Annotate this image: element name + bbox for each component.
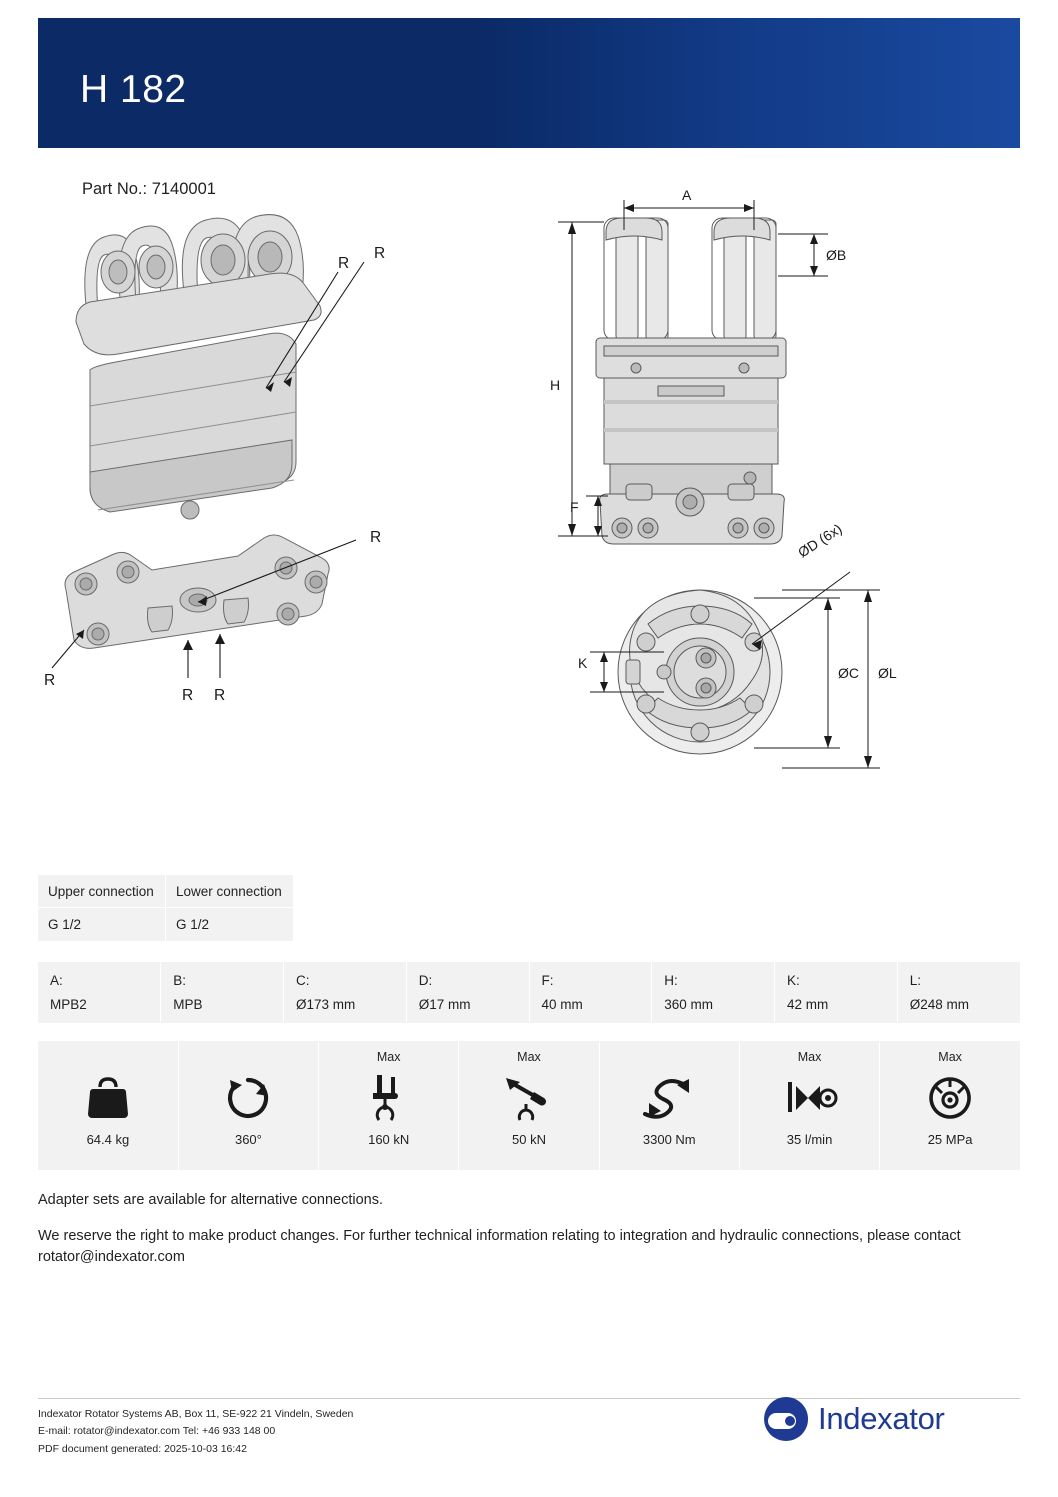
spec-max-label: Max xyxy=(938,1050,962,1064)
footer-line-1: Indexator Rotator Systems AB, Box 11, SE-922 21 Vindeln, Sweden xyxy=(38,1408,354,1420)
header-dot-pattern xyxy=(460,18,1020,148)
spec-cell-flow xyxy=(739,1041,879,1170)
disclaimer-note: We reserve the right to make product changes. For further technical information relating to integration and hydraulic connections, please contact rotator@indexator.com xyxy=(38,1228,961,1266)
dim-value: Ø248 mm xyxy=(909,997,970,1012)
spec-max-label: Max xyxy=(376,1050,401,1064)
spec-value: 50 kN xyxy=(512,1132,546,1147)
upper-connection-value: G 1/2 xyxy=(38,908,166,941)
dim-label: B: xyxy=(173,973,187,988)
dim-k: K xyxy=(578,655,588,671)
dim-cell-a xyxy=(38,962,161,1023)
callout-r: R xyxy=(182,687,194,704)
table-row xyxy=(38,1041,1020,1170)
spec-max-label: Max xyxy=(517,1050,541,1064)
upper-connection-header: Upper connection xyxy=(38,875,166,907)
spec-value: 25 MPa xyxy=(927,1132,973,1147)
rotator-bottom-view xyxy=(618,590,782,754)
tilting-load-icon xyxy=(459,1068,598,1126)
connection-table xyxy=(38,875,293,941)
dim-label: D: xyxy=(418,973,433,988)
dimension-table xyxy=(38,962,1020,1023)
dim-value: MPB2 xyxy=(50,997,87,1012)
dim-cell-k xyxy=(775,962,898,1023)
footer-address xyxy=(38,1406,353,1458)
footer-line-3: PDF document generated: 2025-10-03 16:42 xyxy=(38,1442,247,1455)
indexator-wordmark: Indexator xyxy=(818,1401,945,1436)
dim-cell-l xyxy=(897,962,1020,1023)
lower-connection-header: Lower connection xyxy=(166,875,294,907)
lower-connection-value: G 1/2 xyxy=(166,908,294,941)
weight-icon xyxy=(38,1068,178,1126)
spec-max-label xyxy=(38,1050,178,1066)
dim-value: 360 mm xyxy=(664,997,714,1012)
dim-value: MPB xyxy=(173,997,203,1012)
dim-c: ØC xyxy=(838,665,859,681)
dim-label: H: xyxy=(664,973,678,988)
table-row xyxy=(38,962,1020,1023)
rotation-icon xyxy=(179,1068,318,1126)
torque-icon xyxy=(600,1068,739,1126)
spec-cell-tilting-load xyxy=(459,1041,599,1170)
dim-cell-f xyxy=(529,962,652,1023)
dim-cell-d xyxy=(406,962,529,1023)
page-title: H 182 xyxy=(80,68,187,111)
dim-cell-c xyxy=(284,962,407,1023)
rotator-front-view xyxy=(596,218,786,544)
dim-cell-b xyxy=(161,962,284,1023)
adapter-note: Adapter sets are available for alternative connections. xyxy=(38,1192,383,1208)
spec-value: 35 l/min xyxy=(786,1132,833,1147)
rotator-3d-view xyxy=(65,215,329,649)
spec-max-label: Max xyxy=(797,1050,822,1064)
dim-label: F: xyxy=(541,973,554,988)
callout-r: R xyxy=(214,687,226,704)
spec-max-label xyxy=(600,1050,739,1066)
spec-cell-pressure xyxy=(880,1041,1020,1170)
dim-h: H xyxy=(550,377,561,393)
callout-r: R xyxy=(370,529,382,546)
dim-label: A: xyxy=(50,973,63,988)
page-header xyxy=(38,18,1020,148)
spec-cell-torque xyxy=(599,1041,739,1170)
dim-label: L: xyxy=(909,973,922,988)
dim-value: 40 mm xyxy=(541,997,583,1012)
spec-value: 160 kN xyxy=(368,1132,410,1147)
callout-r: R xyxy=(374,245,386,262)
dim-value: 42 mm xyxy=(787,997,829,1012)
part-number: Part No.: 7140001 xyxy=(82,180,216,198)
indexator-mark-icon xyxy=(760,1395,812,1443)
dim-a: A xyxy=(682,187,692,203)
dim-b: ØB xyxy=(826,247,847,263)
specification-table xyxy=(38,1041,1020,1170)
table-row xyxy=(38,875,293,907)
dim-f: F xyxy=(570,499,579,515)
spec-cell-weight xyxy=(38,1041,178,1170)
footer-line-2: E-mail: rotator@indexator.com Tel: +46 933 148 00 xyxy=(38,1425,276,1438)
pressure-icon xyxy=(880,1068,1020,1126)
indexator-logo xyxy=(760,1395,1020,1445)
dim-l: ØL xyxy=(878,665,897,681)
callout-r: R xyxy=(338,255,350,272)
callout-r: R xyxy=(44,672,56,689)
table-row xyxy=(38,908,293,941)
dim-label: K: xyxy=(787,973,800,988)
dim-label: C: xyxy=(296,973,310,988)
spec-cell-rotation xyxy=(178,1041,318,1170)
dim-value: Ø17 mm xyxy=(418,997,471,1012)
axial-load-icon xyxy=(319,1068,458,1126)
spec-cell-axial-load xyxy=(319,1041,459,1170)
spec-value: 64.4 kg xyxy=(86,1132,130,1147)
flow-icon xyxy=(740,1068,879,1126)
dim-d: ØD (6x) xyxy=(794,520,845,561)
spec-value: 360° xyxy=(234,1132,262,1147)
dim-value: Ø173 mm xyxy=(296,997,356,1012)
spec-value: 3300 Nm xyxy=(642,1132,696,1147)
dim-cell-h xyxy=(652,962,775,1023)
spec-max-label xyxy=(179,1050,318,1066)
